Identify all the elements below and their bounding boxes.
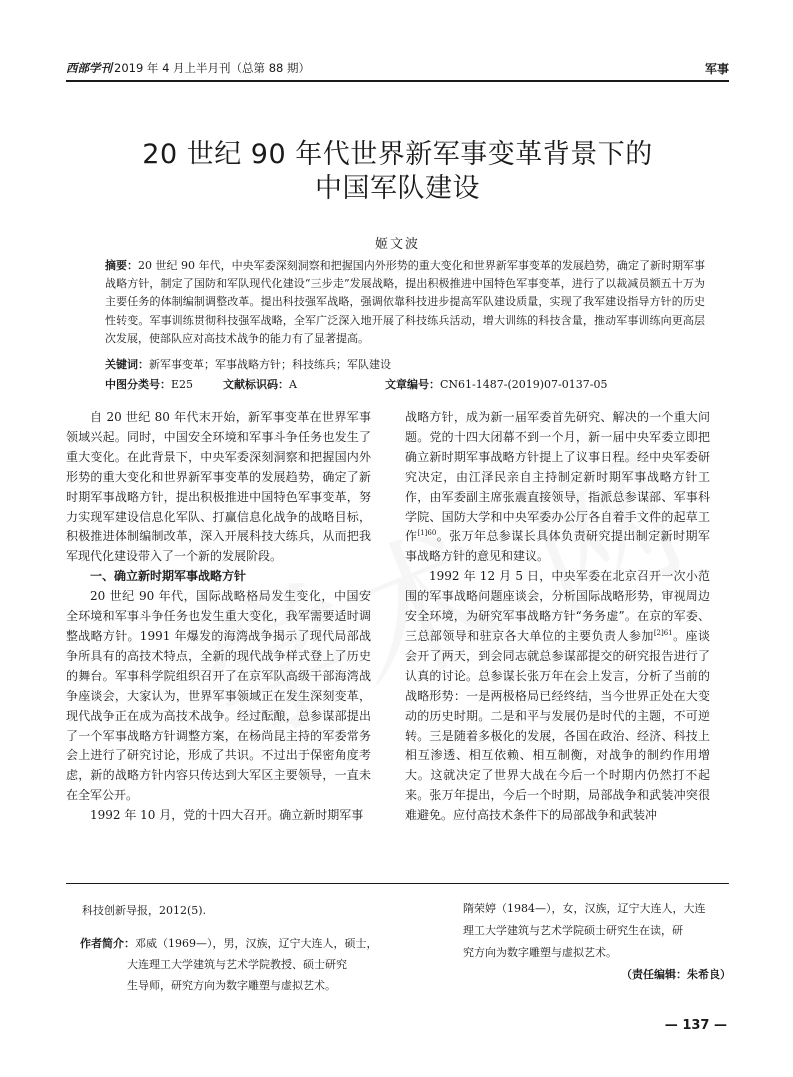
paragraph [405, 567, 710, 826]
header-section: 军事 [704, 62, 729, 76]
article-title [66, 138, 729, 206]
paragraph-text: 。座谈会开了两天，到会同志就总参谋部提交的研究报告进行了认真的讨论。总参谋长张万年在会上发言，分析了当前的战略形势：一是两极格局已经终结，当今世界正处在大变动的历史时期。二是和平与发展仍是时代的主题，不可逆转。三是随着多极化的发展，各国在政治、经济、科技上相互渗透、相互依赖、相互制衡，对战争的制约作用增大。这就决定了世界大战在今后一个时期内仍然打不起来。张万年提出，今后一个时期，局部战争和武装冲突很难避免。应付高技术条件下的局部战争和武装冲 [405, 628, 710, 823]
author2-line: 究方向为数字雕塑与虚拟艺术。 [463, 946, 617, 959]
abstract-label: 摘要： [105, 259, 139, 272]
keywords-text: 新军事变革；军事战略方针；科技练兵；军队建设 [149, 358, 391, 371]
keywords [105, 356, 705, 374]
paragraph: 20 世纪 90 年代，国际战略格局发生变化，中国安全环境和军事斗争任务也发生重大变化，我军需要适时调整战略方针。1991 年爆发的海湾战争揭示了现代局部战争所具有的高技术特点，全新的现代战争样式登上了历史的舞台。军事科学院组织召开了在京军队高级干部海湾战争座谈会，大家认为，世界军事领域正在发生深刻变革，现代战争正在成为高技术战争。经过酝酿，总参谋部提出了一个军事战略方针调整方案，在杨尚昆主持的军委常务会上进行了研究讨论，形成了共识。不过出于保密角度考虑，新的战略方针内容只传达到大军区主要领导，一直未在全军公开。 [66, 589, 371, 803]
citation: [2]61 [653, 628, 673, 637]
author1-line: 生导师，研究方向为数字雕塑与虚拟艺术。 [127, 979, 336, 992]
paragraph-text: 。张万年总参谋长具体负责研究提出制定新时期军事战略方针的意见和建议。 [405, 529, 710, 564]
article-label: 文章编号： [385, 378, 440, 391]
doc-label: 文献标识码： [223, 378, 289, 391]
author2-line: 隋荣婷（1984—），女，汉族，辽宁大连人，大连 [463, 902, 706, 915]
page-number: — 137 — [664, 1018, 727, 1033]
footnotes-right [463, 898, 731, 986]
clc-label: 中图分类号： [105, 378, 171, 391]
paragraph: 自 20 世纪 80 年代末开始，新军事变革在世界军事领域兴起。同时，中国安全环境和军事斗争任务也发生了重大变化。在此背景下，中央军委深刻洞察和把握国内外形势的重大变化和世界新军事变革的发展趋势，确定了新时期军事战略方针，提出积极推进中国特色军事变革，努力实现军建设信息化军队、打赢信息化战争的战略目标，积极推进体制编制改革，深入开展科技大练兵，从而把我军现代化建设带入了一个新的发展阶段。 [66, 410, 371, 564]
responsible-editor: （责任编辑：朱希良） [621, 968, 731, 981]
paragraph-text: 战略方针，成为新一届军委首先研究、解决的一个重大问题。党的十四大闭幕不到一个月，新一届中央军委立即把确立新时期军事战略方针提上了议事日程。经中央军委研究决定，由江泽民亲自主持制定新时期军事战略方针工作，由军委副主席张震直接领导，指派总参谋部、军事科学院、国防大学和中央军委办公厅各自着手文件的起草工作 [405, 410, 710, 544]
body-column-right [405, 408, 710, 826]
journal-brand: 西部学刊 [66, 61, 112, 75]
article-author: 姬文波 [374, 237, 420, 252]
body-column-left [66, 408, 371, 826]
header-issue: 2019 年 4 月上半月刊（总第 88 期） [114, 61, 310, 75]
reference-entry: 科技创新导报，2012(5). [82, 904, 207, 917]
citation: [1]60 [417, 529, 437, 538]
section-heading: 一、确立新时期军事战略方针 [90, 569, 247, 584]
header-journal [66, 60, 310, 76]
paragraph-text: 1992 年 12 月 5 日，中央军委在北京召开一次小范围的军事战略问题座谈会，分析国际战略形势，审视周边安全环境，为研究军事战略方针“务务虚”。在京的军委、三总部领导和驻京各大单位的主要负责人参加 [405, 569, 710, 643]
doc-code [223, 376, 297, 392]
author1-line: 大连理工大学建筑与艺术学院教授、硕士研究 [127, 958, 347, 971]
running-header [66, 58, 729, 82]
classification-meta [105, 376, 705, 394]
title-line-2: 中国军队建设 [315, 173, 480, 204]
paragraph [405, 408, 710, 567]
title-line-1: 20 世纪 90 年代世界新军事变革背景下的 [142, 139, 653, 170]
doc-value: A [289, 378, 297, 391]
author2-line: 理工大学建筑与艺术学院硕士研究生在读，研 [463, 924, 683, 937]
clc-number [105, 376, 193, 392]
abstract-text: 20 世纪 90 年代，中央军委深刻洞察和把握国内外形势的重大变化和世界新军事变革的发展趋势，确定了新时期军事战略方针，制定了国防和军队现代化建设“三步走”发展战略，提出积极推进中国特色军事变革，进行了以裁减员额五十万为主要任务的体制编制调整改革。提出科技强军战略，强调依靠科技进步提高军队建设质量，实现了我军建设指导方针的历史性转变。军事训练贯彻科技强军战略，全军广泛深入地开展了科技练兵活动，增大训练的科技含量，推动军事训练向更高层次发展，使部队应对高技术战争的能力有了显著提高。 [105, 259, 705, 345]
footnotes-left [80, 900, 400, 996]
article-number [385, 376, 607, 392]
abstract [105, 257, 705, 348]
author-bio [80, 933, 400, 996]
clc-value: E25 [171, 378, 194, 391]
footer-divider [66, 883, 729, 884]
paragraph: 1992 年 10 月，党的十四大召开。确立新时期军事 [90, 808, 364, 823]
article-value: CN61-1487-(2019)07-0137-05 [440, 378, 608, 391]
author-bio-label: 作者简介： [80, 937, 135, 950]
author1-line: 邓威（1969—），男，汉族，辽宁大连人，硕士， [135, 937, 378, 950]
keywords-label: 关键词： [105, 358, 149, 371]
